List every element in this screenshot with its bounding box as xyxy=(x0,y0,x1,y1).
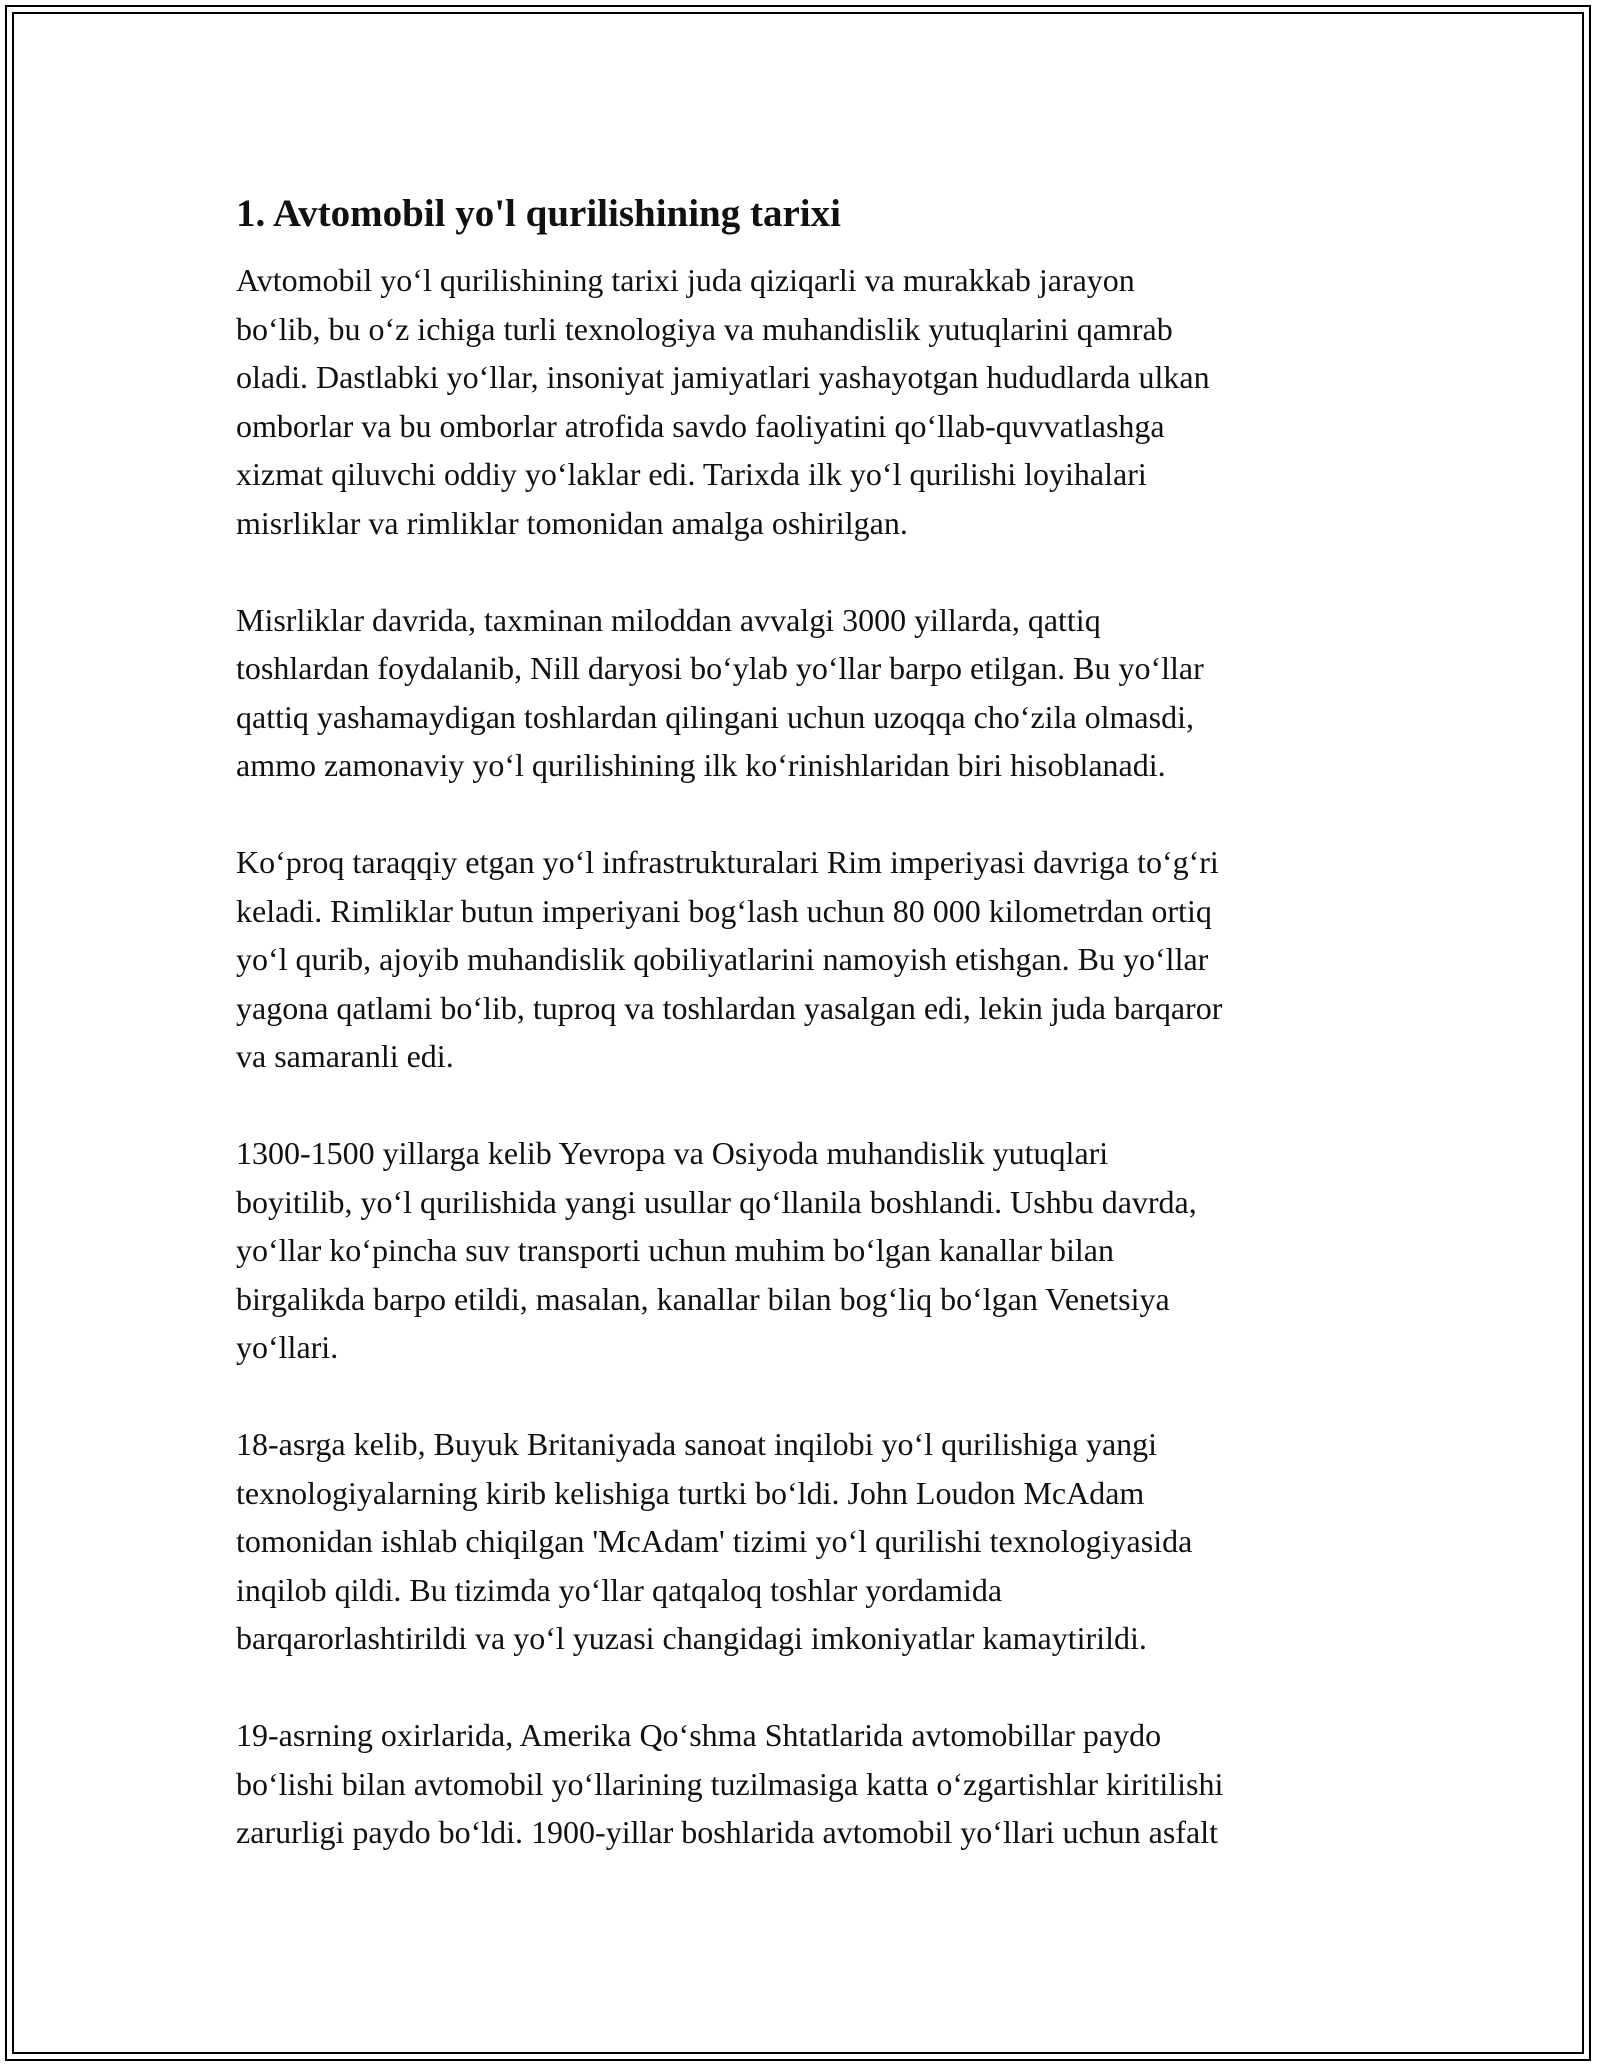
paragraph-egypt: Misrliklar davrida, taxminan miloddan avvalgi 3000 yillarda, qattiq toshlardan foydalanib, Nill daryosi bo‘ylab yo‘llar barpo etilgan. Bu yo‘llar qattiq yashamaydigan toshlardan qilingani uchun uzoqqa cho‘zila olmasdi, ammo zamonaviy yo‘l qurilishining ilk ko‘rinishlaridan biri hisoblanadi. xyxy=(236,601,1204,783)
paragraph-rome: Ko‘proq taraqqiy etgan yo‘l infrastrukturalari Rim imperiyasi davriga to‘g‘ri keladi. Rimliklar butun imperiyani bog‘lash uchun 80 000 kilometrdan ortiq yo‘l qurib, ajoyib muhandislik qobiliyatlarini namoyish etishgan. Bu yo‘llar yagona qatlami bo‘lib, tuproq va toshlardan yasalgan edi, lekin juda barqaror va samaranli edi. xyxy=(236,844,1223,1074)
paragraph-medieval: 1300-1500 yillarga kelib Yevropa va Osiyoda muhandislik yutuqlari boyitilib, yo‘l qurilishida yangi usullar qo‘llanila boshlandi. Ushbu davrda, yo‘llar ko‘pincha suv transporti uchun muhim bo‘lgan kanallar bilan birgalikda barpo etildi, masalan, kanallar bilan bog‘liq bo‘lgan Venetsiya yo‘llari. xyxy=(236,1135,1197,1365)
paragraph-intro: Avtomobil yo‘l qurilishining tarixi juda qiziqarli va murakkab jarayon bo‘lib, bu o‘z ichiga turli texnologiya va muhandislik yutuqlarini qamrab oladi. Dastlabki yo‘llar, insoniyat jamiyatlari yashayotgan hududlarda ulkan omborlar va bu omborlar atrofida savdo faoliyatini qo‘llab-quvvatlashga xizmat qiluvchi oddiy yo‘laklar edi. Tarixda ilk yo‘l qurilishi loyihalari misrliklar va rimliklar tomonidan amalga oshirilgan. xyxy=(236,262,1210,541)
section-heading: 1. Avtomobil yo'l qurilishining tarixi xyxy=(236,192,841,235)
paragraph-industrial: 18-asrga kelib, Buyuk Britaniyada sanoat inqilobi yo‘l qurilishiga yangi texnologiyalarning kirib kelishiga turtki bo‘ldi. John Loudon McAdam tomonidan ishlab chiqilgan 'McAdam' tizimi yo‘l qurilishi texnologiyasida inqilob qildi. Bu tizimda yo‘llar qatqaloq toshlar yordamida barqarorlashtirildi va yo‘l yuzasi changidagi imkoniyatlar kamaytirildi. xyxy=(236,1426,1193,1656)
document-body xyxy=(236,186,1376,1905)
paragraph-america: 19-asrning oxirlarida, Amerika Qo‘shma Shtatlarida avtomobillar paydo bo‘lishi bilan avtomobil yo‘llarining tuzilmasiga katta o‘zgartishlar kiritilishi zarurligi paydo bo‘ldi. 1900-yillar boshlarida avtomobil yo‘llari uchun asfalt xyxy=(236,1717,1224,1850)
